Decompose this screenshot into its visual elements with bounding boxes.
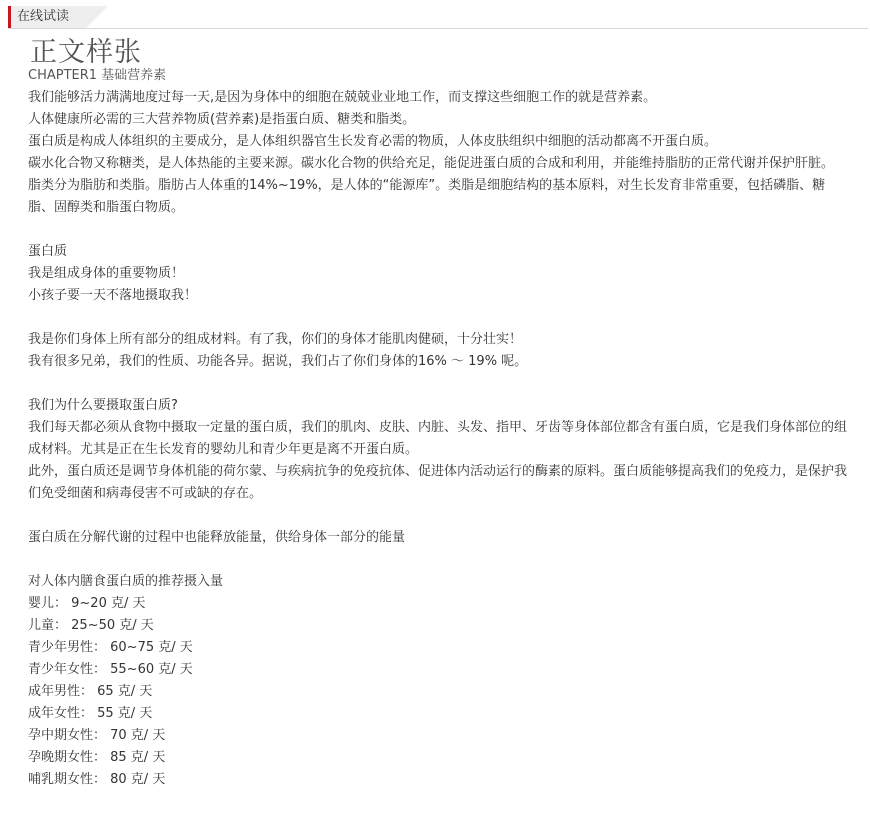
spacer bbox=[28, 219, 848, 241]
spacer bbox=[28, 549, 848, 571]
material-line: 我是你们身体上所有部分的组成材料。有了我，你们的身体才能肌肉健硕，十分壮实！ bbox=[28, 332, 523, 347]
why-heading: 我们为什么要摄取蛋白质? bbox=[28, 398, 178, 413]
intro-paragraph: 我们能够活力满满地度过每一天,是因为身体中的细胞在兢兢业业地工作，而支撑这些细胞工作的就是营养素。 bbox=[28, 90, 657, 105]
tab-online-preview[interactable]: 在线试读 bbox=[8, 6, 86, 28]
material-line: 我有很多兄弟，我们的性质、功能各异。据说，我们占了你们身体的16% ～ 19% 呢。 bbox=[28, 354, 528, 369]
tab-bar bbox=[8, 6, 868, 29]
spacer bbox=[28, 505, 848, 527]
intake-item: 婴儿： 9~20 克/ 天 bbox=[28, 596, 146, 611]
intake-item: 孕晚期女性： 85 克/ 天 bbox=[28, 750, 166, 765]
article-body bbox=[28, 65, 848, 791]
intake-heading: 对人体内膳食蛋白质的推荐摄入量 bbox=[28, 574, 224, 589]
why-paragraph: 此外，蛋白质还是调节身体机能的荷尔蒙、与疾病抗争的免疫抗体、促进体内活动运行的酶素的原料。蛋白质能够提高我们的免疫力，是保护我们免受细菌和病毒侵害不可或缺的存在。 bbox=[28, 464, 848, 501]
intake-item: 哺乳期女性： 80 克/ 天 bbox=[28, 772, 166, 787]
intro-paragraph: 蛋白质是构成人体组织的主要成分，是人体组织器官生长发育必需的物质，人体皮肤组织中细胞的活动都离不开蛋白质。 bbox=[28, 134, 718, 149]
why-paragraph: 我们每天都必须从食物中摄取一定量的蛋白质，我们的肌肉、皮肤、内脏、头发、指甲、牙齿等身体部位都含有蛋白质，它是我们身体部位的组成材料。尤其是正在生长发育的婴幼儿和青少年更是离不开蛋白质。 bbox=[28, 420, 848, 457]
intake-item: 孕中期女性： 70 克/ 天 bbox=[28, 728, 166, 743]
intro-paragraph: 碳水化合物又称糖类，是人体热能的主要来源。碳水化合物的供给充足，能促进蛋白质的合成和利用，并能维持脂肪的正常代谢并保护肝脏。 bbox=[28, 156, 835, 171]
chapter-heading: CHAPTER1 基础营养素 bbox=[28, 68, 167, 83]
intake-item: 青少年男性： 60~75 克/ 天 bbox=[28, 640, 193, 655]
intro-paragraph: 人体健康所必需的三大营养物质(营养素)是指蛋白质、糖类和脂类。 bbox=[28, 112, 416, 127]
protein-line: 小孩子要一天不落地摄取我！ bbox=[28, 288, 198, 303]
protein-heading: 蛋白质 bbox=[28, 244, 68, 259]
intro-paragraph: 脂类分为脂肪和类脂。脂肪占人体重的14%~19%，是人体的“能源库”。类脂是细胞结构的基本原料，对生长发育非常重要，包括磷脂、糖脂、固醇类和脂蛋白物质。 bbox=[28, 178, 826, 215]
page-title: 正文样张 bbox=[30, 37, 142, 68]
spacer bbox=[28, 373, 848, 395]
protein-line: 我是组成身体的重要物质！ bbox=[28, 266, 185, 281]
energy-note: 蛋白质在分解代谢的过程中也能释放能量，供给身体一部分的能量 bbox=[28, 530, 406, 545]
intake-item: 成年男性： 65 克/ 天 bbox=[28, 684, 153, 699]
spacer bbox=[28, 307, 848, 329]
intake-item: 青少年女性： 55~60 克/ 天 bbox=[28, 662, 193, 677]
intake-item: 成年女性： 55 克/ 天 bbox=[28, 706, 153, 721]
intake-item: 儿童： 25~50 克/ 天 bbox=[28, 618, 154, 633]
